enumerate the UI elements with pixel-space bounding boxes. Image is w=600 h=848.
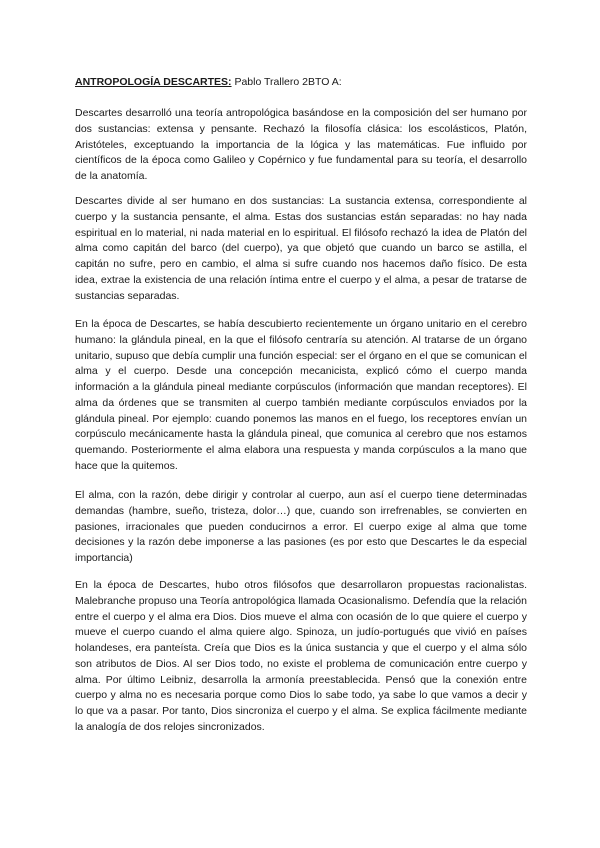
document-heading — [75, 76, 342, 89]
paragraph-pineal-gland: En la época de Descartes, se había descubierto recientemente un órgano unitario en el cerebro humano: la glándula pineal, en la que el filósofo centraría su atención. Al tratarse de un órgano unitario, supuso que debía cumplir una función especial: ser el órgano en el que se comunican el alma y el cuerpo. Desde una concepción mecanicista, explicó cómo el cuerpo manda información a la glándula pineal mediante corpúsculos (información que mandan receptores). El alma da órdenes que se transmiten al cuerpo también mediante corpúsculos enviados por la glándula pineal. Por ejemplo: cuando ponemos las manos en el fuego, los receptores envían un corpúsculo mecánicamente hasta la glándula pineal, que comunica al cerebro que nos estamos quemando. Posteriormente el alma elabora una respuesta y manda corpúsculos a la mano que hace que la quitemos. — [75, 318, 527, 472]
paragraph-intro: Descartes desarrolló una teoría antropológica basándose en la composición del ser humano por dos sustancias: extensa y pensante. Rechazó la filosofía clásica: los escolásticos, Platón, Aristóteles, exceptuando la importancia de la lógica y las matemáticas. Fue influido por científicos de la época como Galileo y Copérnico y fue fundamental para su teoría, el desarrollo de la anatomía. — [75, 107, 527, 182]
document-title: ANTROPOLOGÍA DESCARTES: — [75, 76, 232, 88]
paragraph-passions: El alma, con la razón, debe dirigir y controlar al cuerpo, aun así el cuerpo tiene determinadas demandas (hambre, sueño, tristeza, dolor…) que, cuando son irrefrenables, se convierten en pasiones, irracionales que pueden conducirnos a error. El cuerpo exige al alma que tome decisiones y la razón debe imponerse a las pasiones (es por esto que Descartes le da especial importancia) — [75, 489, 527, 564]
paragraph-other-philosophers: En la época de Descartes, hubo otros filósofos que desarrollaron propuestas racionalistas. Malebranche propuso una Teoría antropológica llamada Ocasionalismo. Defendía que la relación entre el cuerpo y el alma era Dios. Dios mueve el alma con ocasión de lo que quiere el cuerpo y mueve el cuerpo cuando el alma quiere algo. Spinoza, un judío-portugués que vivió en países holandeses, era panteísta. Creía que Dios es la única sustancia y que el cuerpo y el alma sólo son atributos de Dios. Al ser Dios todo, no existe el problema de comunicación entre cuerpo y alma. Por último Leibniz, desarrolla la armonía preestablecida. Pensó que la conexión entre cuerpo y alma no es necesaria porque como Dios lo sabe todo, ya sabe lo que vamos a decir y lo que va a pasar. Por tanto, Dios sincroniza el cuerpo y el alma. Se explica fácilmente mediante la analogía de dos relojes sincronizados. — [75, 579, 527, 733]
author-line: Pablo Trallero 2BTO A: — [234, 76, 342, 88]
paragraph-substances: Descartes divide al ser humano en dos sustancias: La sustancia extensa, correspondiente al cuerpo y la sustancia pensante, el alma. Estas dos sustancias están separadas: no hay nada espiritual en lo material, ni nada material en lo espiritual. El filósofo rechazó la idea de Platón del alma como capitán del barco (del cuerpo), ya que objetó que cuando un barco se astilla, el capitán no sufre, pero en cambio, el alma si sufre cuando nos hacemos daño físico. De esta idea, extrae la existencia de una relación íntima entre el cuerpo y el alma, a pesar de tratarse de sustancias separadas. — [75, 195, 527, 302]
